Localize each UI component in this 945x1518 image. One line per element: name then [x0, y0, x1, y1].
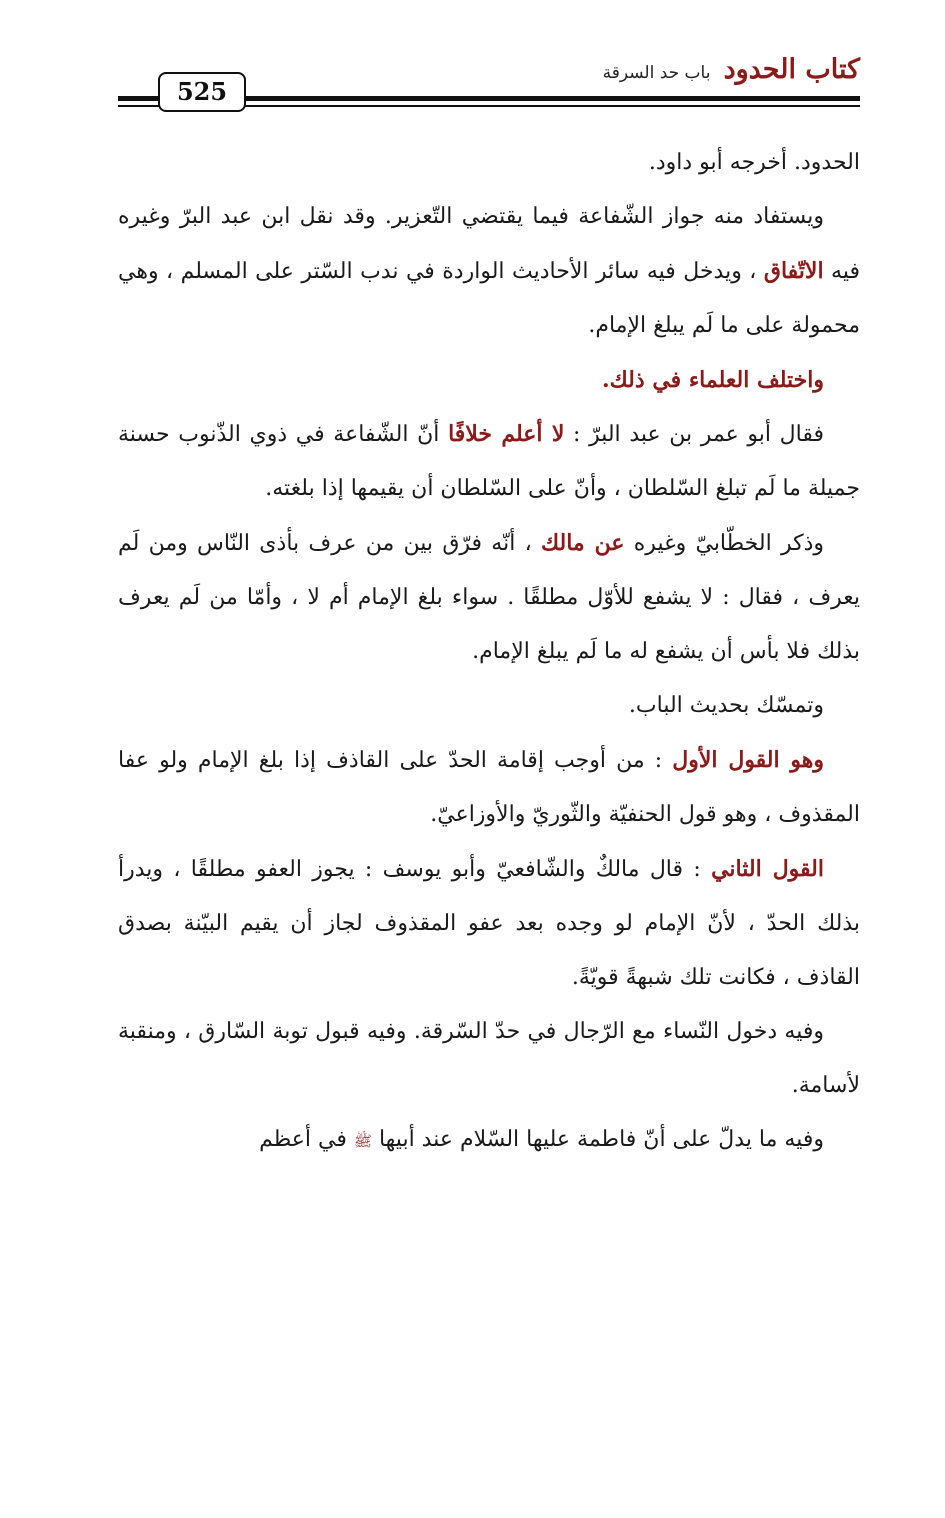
paragraph-second-opinion [118, 842, 860, 1005]
highlight-consensus: الاتّفاق [763, 258, 824, 284]
paragraph-fatima [118, 1113, 860, 1168]
paragraph-text: وفيه دخول النّساء مع الرّجال في حدّ السّرقة. وفيه قبول توبة السّارق ، ومنقبة لأسامة. [118, 1019, 860, 1098]
highlight-from-malik: عن مالك [540, 530, 625, 556]
paragraph-text: في أعظم [259, 1127, 354, 1152]
paragraph-text: الحدود. أخرجه أبو داود. [648, 150, 860, 175]
paragraph-text: أنّ الشّفاعة في ذوي الذّنوب حسنة جميلة ما لَم تبلغ السّلطان ، وأنّ على السّلطان أن يقيمها إذا بلغته. [118, 422, 860, 501]
highlight-no-disagreement: لا أعلم خلافًا [448, 421, 565, 447]
paragraph-text: وذكر الخطّابيّ وغيره [624, 531, 825, 556]
paragraph-intercession [118, 190, 860, 353]
paragraph-khattabi [118, 516, 860, 679]
page-body [118, 136, 860, 1168]
paragraph-text: فقال أبو عمر بن عبد البرّ : [564, 422, 825, 447]
section-heading-disagreement: واختلف العلماء في ذلك. [601, 367, 824, 393]
paragraph-women-theft [118, 1005, 860, 1113]
highlight-first-opinion: وهو القول الأول [672, 747, 824, 773]
paragraph-text: : من أوجب إقامة الحدّ على القاذف إذا بلغ الإمام ولو عفا المقذوف ، وهو قول الحنفيّة والثّوريّ والأوزاعيّ. [118, 748, 860, 827]
paragraph-text: ، ويدخل فيه سائر الأحاديث الواردة في ندب السّتر على المسلم ، وهي محمولة على ما لَم يبلغ الإمام. [118, 259, 860, 338]
page-header [118, 50, 860, 114]
paragraph-text: وتمسّك بحديث الباب. [628, 693, 824, 718]
paragraph-text: ويستفاد منه جواز الشّفاعة فيما يقتضي التّعزير. وقد نقل ابن عبد البرّ وغيره فيه [118, 204, 860, 284]
chapter-title: باب حد السرقة [602, 63, 711, 83]
page-number: 525 [158, 72, 246, 112]
paragraph-ibn-abd-al-barr [118, 407, 860, 516]
salutation-seal: ﷺ [353, 1132, 372, 1150]
paragraph-text: : قال مالكٌ والشّافعيّ وأبو يوسف : يجوز العفو مطلقًا ، ويدرأ بذلك الحدّ ، لأنّ الإمام لو وجده بعد عفو المقذوف لجاز أن يقيم البيّنة بصدق القاذف ، فكانت تلك شبهةً قويّةً. [118, 857, 860, 990]
running-title [603, 54, 860, 85]
paragraph-hadith-reference [118, 679, 860, 733]
paragraph-text: ، أنّه فرّق بين من عرف بأذى النّاس ومن لَم يعرف ، فقال : لا يشفع للأوّل مطلقًا . سواء بلغ الإمام أم لا ، وأمّا من لَم يعرف بذلك فلا بأس أن يشفع له ما لَم يبلغ الإمام. [118, 531, 860, 664]
paragraph-text: وفيه ما يدلّ على أنّ فاطمة عليها السّلام عند أبيها [371, 1127, 824, 1152]
book-title: كتاب الحدود [723, 54, 860, 85]
paragraph-continuation [118, 136, 860, 190]
paragraph-first-opinion [118, 733, 860, 842]
highlight-second-opinion: القول الثاني [711, 856, 824, 882]
